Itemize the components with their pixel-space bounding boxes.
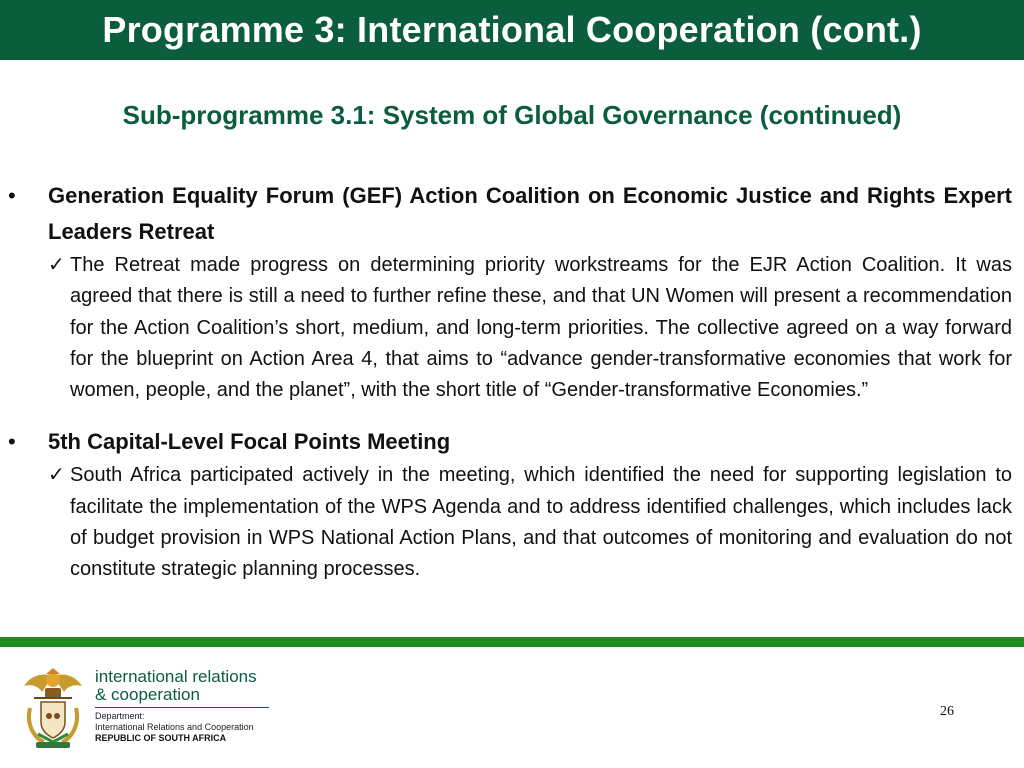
sub-point-text: South Africa participated actively in the meeting, which identified the need for supporting legislation to facilitate the implementation of the WPS Agenda and to address identified challenges, which includes lack of budget provision in WPS National Action Plans, and that outcomes of monitoring and evaluation do not constitute strategic planning processes. — [70, 464, 1012, 581]
page-number: 26 — [940, 704, 954, 719]
department-branding — [95, 668, 275, 744]
checkmark-icon: ✓ — [48, 254, 65, 276]
bullet-heading: 5th Capital-Level Focal Points Meeting — [48, 429, 451, 455]
bullet-item — [8, 178, 1012, 406]
bullet-icon: • — [8, 183, 16, 208]
checkmark-icon: ✓ — [48, 464, 65, 487]
department-label: Department: — [95, 711, 145, 721]
footer-divider — [0, 637, 1024, 647]
sub-point — [48, 250, 1012, 406]
brand-line-1: international relations — [95, 667, 257, 686]
department-name: International Relations and Cooperation — [95, 722, 254, 732]
bullet-icon: • — [8, 429, 16, 455]
slide-content — [0, 178, 1024, 586]
brand-divider — [95, 707, 269, 708]
slide-title: Programme 3: International Cooperation (cont.) — [102, 9, 922, 50]
sub-point — [48, 460, 1012, 585]
bullet-heading: Generation Equality Forum (GEF) Action Coalition on Economic Justice and Rights Expert Leaders Retreat — [48, 183, 1012, 244]
country-name: REPUBLIC OF SOUTH AFRICA — [95, 733, 227, 743]
sub-point-text: The Retreat made progress on determining priority workstreams for the EJR Action Coalition. It was agreed that there is still a need to further refine these, and that UN Women will present a recommendation for the Action Coalition’s short, medium, and long-term priorities. The collective agreed on a way forward for the blueprint on Action Area 4, that aims to “advance gender-transformative economies that work for women, people, and the planet”, with the short title of “Gender-transformative Economies.” — [70, 254, 1012, 402]
brand-line-2: & cooperation — [95, 685, 200, 704]
slide-subtitle: Sub-programme 3.1: System of Global Governance (continued) — [122, 100, 902, 130]
title-bar — [0, 0, 1024, 60]
bullet-item — [8, 424, 1012, 585]
coat-of-arms-icon — [22, 668, 84, 755]
